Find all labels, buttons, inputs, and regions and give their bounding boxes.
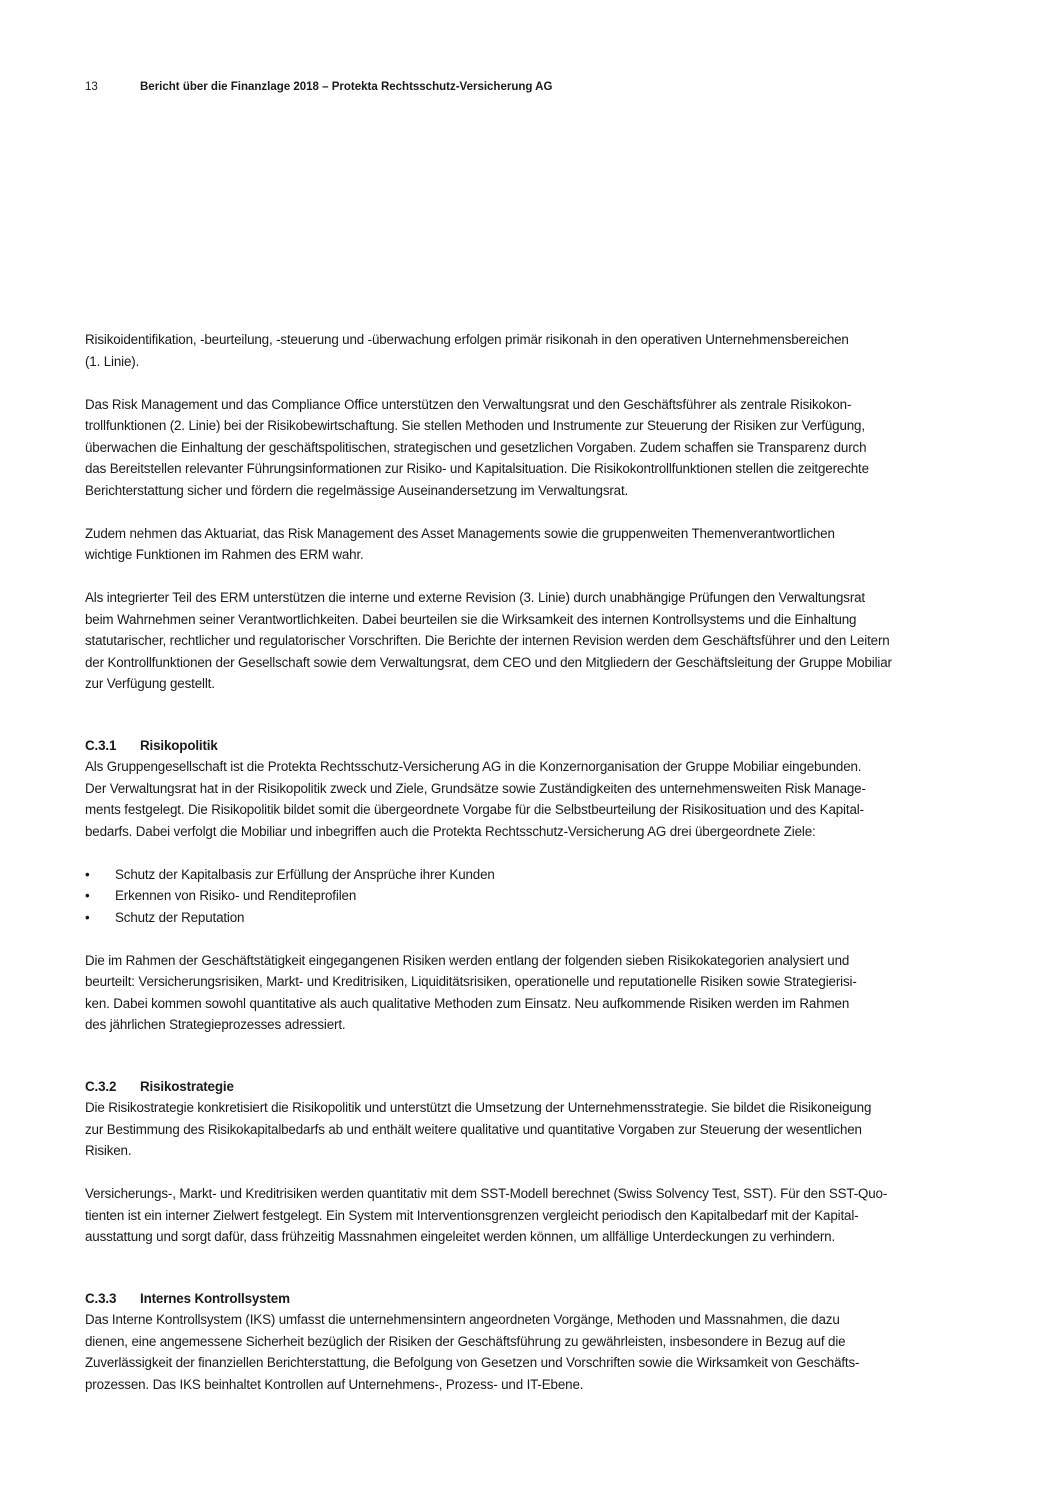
text-line: Als Gruppengesellschaft ist die Protekta Rechtsschutz-Versicherung AG in die Konzernorganisation der Gruppe Mobiliar eingebunden. [85, 759, 862, 774]
paragraph [85, 1183, 985, 1248]
section-number: C.3.1 [85, 737, 117, 753]
text-line: wichtige Funktionen im Rahmen des ERM wahr. [85, 547, 364, 562]
text-line: trollfunktionen (2. Linie) bei der Risikobewirtschaftung. Sie stellen Methoden und Instrumente zur Steuerung der Risiken zur Verfügung, [85, 418, 865, 433]
text-line: ments festgelegt. Die Risikopolitik bildet somit die übergeordnete Vorgabe für die Selbstbeurteilung der Risikosituation und des Kapital- [85, 802, 864, 817]
text-line: bedarfs. Dabei verfolgt die Mobiliar und inbegriffen auch die Protekta Rechtsschutz-Versicherung AG drei übergeordnete Ziele: [85, 823, 816, 839]
text-line: tienten ist ein interner Zielwert festgelegt. Ein System mit Interventionsgrenzen vergleicht periodisch den Kapitalbedarf mit der Kapital- [85, 1207, 859, 1223]
list-item-text: Erkennen von Risiko- und Renditeprofilen [115, 888, 357, 903]
section-title: Internes Kontrollsystem [140, 1290, 290, 1306]
text-line: (1. Linie). [85, 353, 140, 369]
paragraph [85, 950, 985, 1036]
section-title: Risikopolitik [140, 737, 218, 753]
paragraph [85, 523, 985, 566]
text-line: Risiken. [85, 1143, 132, 1158]
section-heading-c33 [85, 1288, 985, 1310]
text-line: statutarischer, rechtlicher und regulatorischer Vorschriften. Die Berichte der internen Revision werden dem Geschäftsführer und den Leitern [85, 633, 890, 648]
section-heading-c32 [85, 1076, 985, 1098]
section-title: Risikostrategie [140, 1078, 234, 1094]
list-item-text: Schutz der Kapitalbasis zur Erfüllung der Ansprüche ihrer Kunden [115, 866, 495, 882]
section-heading-c31 [85, 735, 985, 757]
paragraph [85, 329, 985, 372]
list-item-text: Schutz der Reputation [115, 909, 245, 925]
text-line: Das Interne Kontrollsystem (IKS) umfasst die unternehmensintern angeordneten Vorgänge, Methoden und Massnahmen, die dazu [85, 1312, 840, 1327]
page-content [85, 329, 985, 1417]
text-line: Zudem nehmen das Aktuariat, das Risk Management des Asset Managements sowie die gruppenweiten Themenverantwortlichen [85, 525, 835, 541]
bullet-icon: • [85, 909, 90, 925]
text-line: Die Risikostrategie konkretisiert die Risikopolitik und unterstützt die Umsetzung der Unternehmensstrategie. Sie bildet die Risikoneigung [85, 1100, 872, 1115]
text-line: Der Verwaltungsrat hat in der Risikopolitik zweck und Ziele, Grundsätze sowie Zuständigkeiten des unternehmensweiten Risk Manage- [85, 780, 866, 796]
paragraph [85, 394, 985, 502]
section-number: C.3.3 [85, 1290, 117, 1306]
text-line: der Kontrollfunktionen der Gesellschaft sowie dem Verwaltungsrat, dem CEO und den Mitgliedern der Geschäftsleitung der Gruppe Mobiliar [85, 654, 892, 670]
text-line: Versicherungs-, Markt- und Kreditrisiken werden quantitativ mit dem SST-Modell berechnet (Swiss Solvency Test, SST). Für den SST-Quo- [85, 1186, 888, 1201]
bullet-icon: • [85, 888, 90, 903]
text-line: des jährlichen Strategieprozesses adressiert. [85, 1017, 346, 1032]
text-line: Berichterstattung sicher und fördern die regelmässige Auseinandersetzung im Verwaltungsrat. [85, 482, 629, 498]
text-line: das Bereitstellen relevanter Führungsinformationen zur Risiko- und Kapitalsituation. Die Risikokontrollfunktionen stellen die zeitgerechte [85, 461, 869, 476]
page-number: 13 [85, 81, 98, 93]
bullet-icon: • [85, 866, 90, 882]
text-line: ausstattung und sorgt dafür, dass frühzeitig Massnahmen eingeleitet werden können, um allfällige Unterdeckungen zu verhindern. [85, 1229, 836, 1244]
text-line: ken. Dabei kommen sowohl quantitative als auch qualitative Methoden zum Einsatz. Neu aufkommende Risiken werden im Rahmen [85, 995, 850, 1011]
text-line: dienen, eine angemessene Sicherheit bezüglich der Risiken der Geschäftsführung zu gewährleisten, insbesondere in Bezug auf die [85, 1333, 846, 1349]
text-line: Das Risk Management und das Compliance Office unterstützen den Verwaltungsrat und den Geschäftsführer als zentrale Risikokon- [85, 396, 852, 412]
paragraph [85, 1309, 985, 1395]
list-item [85, 885, 985, 907]
text-line: prozessen. Das IKS beinhaltet Kontrollen auf Unternehmens-, Prozess- und IT-Ebene. [85, 1376, 584, 1392]
bullet-list [85, 864, 985, 929]
page-header [85, 81, 552, 93]
report-title: Bericht über die Finanzlage 2018 – Protekta Rechtsschutz-Versicherung AG [140, 81, 553, 93]
intro-section [85, 329, 985, 695]
text-line: Risikoidentifikation, -beurteilung, -steuerung und -überwachung erfolgen primär risikonah in den operativen Unternehmensbereichen [85, 332, 849, 347]
text-line: Die im Rahmen der Geschäftstätigkeit eingegangenen Risiken werden entlang der folgenden sieben Risikokategorien analysiert und [85, 952, 850, 968]
text-line: beim Wahrnehmen seiner Verantwortlichkeiten. Dabei beurteilen sie die Wirksamkeit des internen Kontrollsystems und die Einhaltung [85, 611, 857, 627]
text-line: Zuverlässigkeit der finanziellen Berichterstattung, die Befolgung von Gesetzen und Vorschriften sowie die Wirksamkeit von Geschäfts- [85, 1355, 860, 1370]
text-line: Als integrierter Teil des ERM unterstützen die interne und externe Revision (3. Linie) durch unabhängige Prüfungen den Verwaltungsrat [85, 590, 865, 605]
list-item [85, 864, 985, 886]
paragraph [85, 756, 985, 842]
text-line: überwachen die Einhaltung der geschäftspolitischen, strategischen und gesetzlichen Vorgaben. Zudem schaffen sie Transparenz durch [85, 439, 867, 455]
paragraph [85, 587, 985, 695]
list-item [85, 907, 985, 929]
section-number: C.3.2 [85, 1078, 117, 1094]
text-line: zur Verfügung gestellt. [85, 676, 215, 691]
text-line: beurteilt: Versicherungsrisiken, Markt- und Kreditrisiken, Liquiditätsrisiken, operationelle und reputationelle Risiken sowie Strategierisi- [85, 974, 857, 989]
paragraph [85, 1097, 985, 1162]
text-line: zur Bestimmung des Risikokapitalbedarfs ab und enthält weitere qualitative und quantitative Vorgaben zur Steuerung der wesentlichen [85, 1121, 862, 1137]
